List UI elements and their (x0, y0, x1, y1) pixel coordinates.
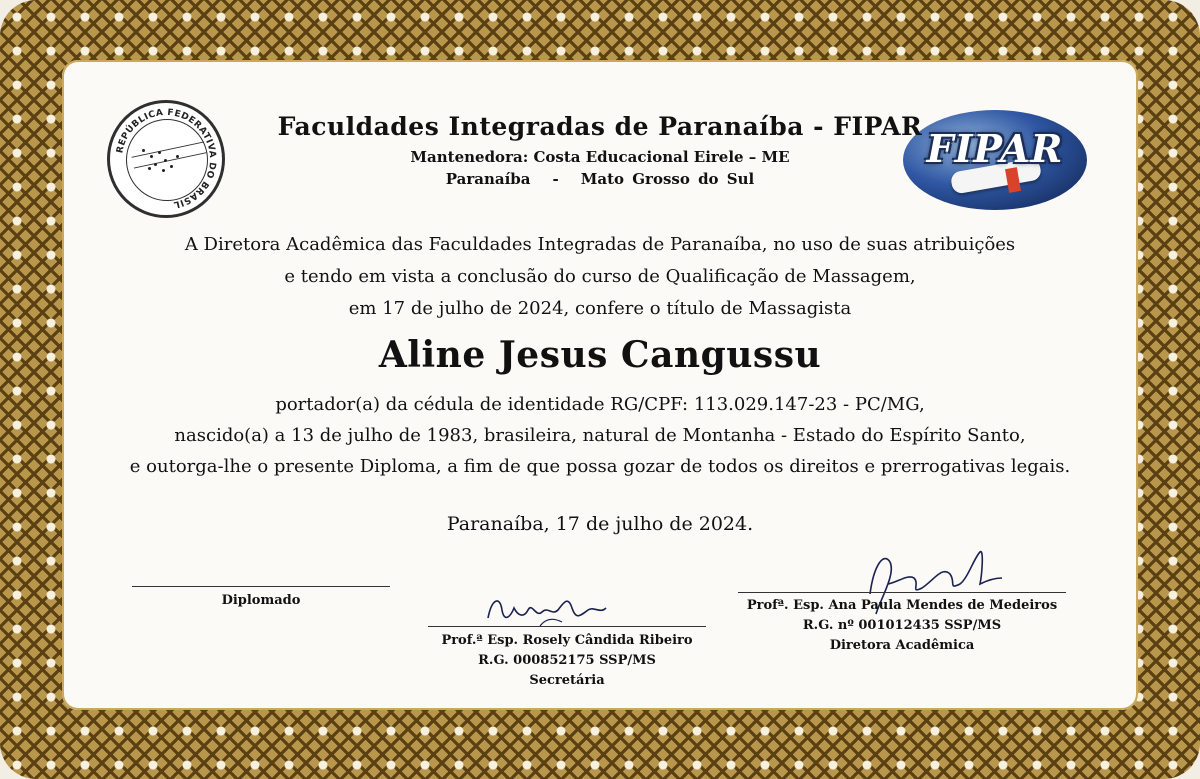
body-line-4: portador(a) da cédula de identidade RG/CPF: 113.029.147-23 - PC/MG, (275, 394, 925, 415)
secretary-role: Secretária (529, 673, 605, 688)
director-name: Profª. Esp. Ana Paula Mendes de Medeiros (746, 598, 1058, 613)
maintainer-text: Mantenedora: Costa Educacional Eirele – ME (410, 148, 790, 166)
location-separator: - (552, 170, 559, 188)
city-name: Paranaíba (445, 170, 531, 188)
director-rg: R.G. nº 001012435 SSP/MS (802, 618, 1002, 633)
graduate-signature-line (132, 586, 390, 587)
director-role: Diretora Acadêmica (829, 638, 975, 653)
state-name: Mato Grosso do Sul (580, 170, 755, 188)
logo-text: FIPAR (926, 126, 1064, 171)
body-line-6: e outorga-lhe o presente Diploma, a fim de que possa gozar de todos os direitos e prerrogativas legais. (129, 456, 1071, 477)
secretary-signature (480, 588, 630, 634)
body-line-1: A Diretora Acadêmica das Faculdades Integradas de Paranaíba, no uso de suas atribuições (184, 234, 1016, 255)
body-line-3: em 17 de julho de 2024, confere o título de Massagista (348, 298, 852, 319)
director-signature-line (738, 592, 1066, 593)
body-line-5: nascido(a) a 13 de julho de 1983, brasileira, natural de Montanha - Estado do Espírito Santo, (174, 425, 1026, 446)
secretary-info (428, 631, 706, 691)
graduate-name: Aline Jesus Cangussu (378, 334, 822, 376)
secretary-rg: R.G. 000852175 SSP/MS (478, 653, 656, 668)
secretary-signature-line (428, 626, 706, 627)
location-line (0, 170, 1200, 188)
graduate-role: Diplomado (221, 593, 301, 608)
secretary-name: Prof.ª Esp. Rosely Cândida Ribeiro (441, 633, 693, 648)
place-date: Paranaíba, 17 de julho de 2024. (446, 513, 754, 535)
seal-text: REPÚBLICA FEDERATIVA DO BRASIL (115, 107, 218, 210)
body-line-2: e tendo em vista a conclusão do curso de Qualificação de Massagem, (284, 266, 916, 287)
institution-name: Faculdades Integradas de Paranaíba - FIPAR (277, 112, 923, 141)
director-info (738, 596, 1066, 656)
